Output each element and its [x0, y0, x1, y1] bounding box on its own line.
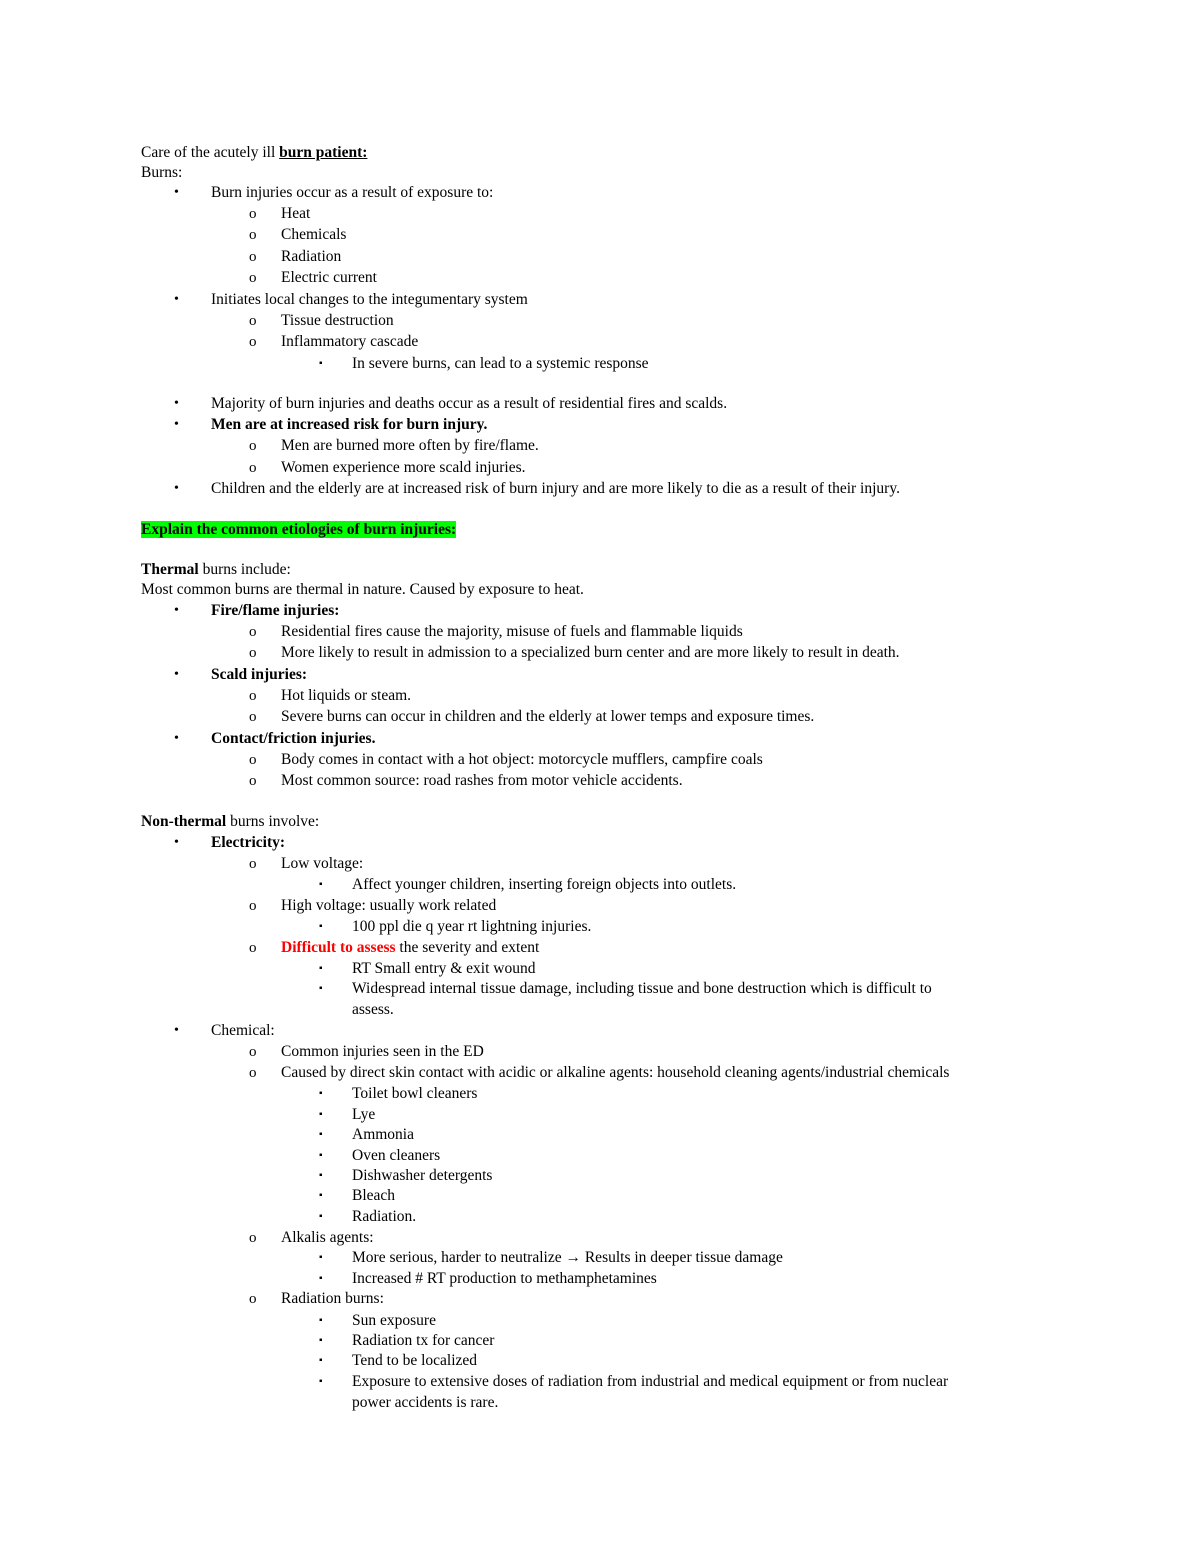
- sub-bullet-marker: o: [249, 1291, 257, 1307]
- list-item: Exposure to extensive doses of radiation from industrial and medical equipment or from nuclear: [352, 1373, 949, 1390]
- square-bullet-marker: ▪: [319, 921, 323, 932]
- highlighted-heading: [141, 520, 456, 540]
- sub-bullet-marker: o: [249, 1044, 257, 1060]
- list-item: 100 ppl die q year rt lightning injuries.: [352, 918, 592, 935]
- nonthermal-word: Non-thermal: [141, 813, 227, 830]
- square-bullet-marker: ▪: [319, 1109, 323, 1120]
- list-item: Inflammatory cascade: [281, 333, 419, 350]
- bullet-marker: •: [174, 667, 179, 682]
- sub-bullet-marker: o: [249, 688, 257, 704]
- list-item: Widespread internal tissue damage, including tissue and bone destruction which is difficult to: [352, 980, 932, 997]
- burns-label: Burns:: [141, 164, 183, 181]
- list-item: Tend to be localized: [352, 1352, 478, 1369]
- list-item-bold: Scald injuries:: [211, 666, 308, 683]
- sub-bullet-marker: o: [249, 249, 257, 265]
- sub-bullet-marker: o: [249, 313, 257, 329]
- bullet-marker: •: [174, 185, 179, 200]
- square-bullet-marker: ▪: [319, 1376, 323, 1387]
- square-bullet-marker: ▪: [319, 1355, 323, 1366]
- list-item: Burn injuries occur as a result of exposure to:: [211, 184, 494, 201]
- square-bullet-marker: ▪: [319, 358, 323, 369]
- square-bullet-marker: ▪: [319, 1335, 323, 1346]
- list-item: Caused by direct skin contact with acidic or alkaline agents: household cleaning agents/industrial chemicals: [281, 1064, 950, 1081]
- sub-bullet-marker: o: [249, 227, 257, 243]
- sub-bullet-marker: o: [249, 206, 257, 222]
- list-item: Most common source: road rashes from motor vehicle accidents.: [281, 772, 683, 789]
- list-item: Alkalis agents:: [281, 1229, 374, 1246]
- square-bullet-marker: ▪: [319, 1252, 323, 1263]
- sub-bullet-marker: o: [249, 270, 257, 286]
- nonthermal-rest: burns involve:: [226, 813, 320, 830]
- square-bullet-marker: ▪: [319, 1170, 323, 1181]
- sub-bullet-marker: o: [249, 940, 257, 956]
- list-item: Children and the elderly are at increased risk of burn injury and are more likely to die as a result of their injury.: [211, 480, 900, 497]
- square-bullet-marker: ▪: [319, 1211, 323, 1222]
- list-item-bold: Fire/flame injuries:: [211, 602, 340, 619]
- list-item: Low voltage:: [281, 855, 364, 872]
- bullet-marker: •: [174, 292, 179, 307]
- list-item: Chemicals: [281, 226, 347, 243]
- thermal-word: Thermal: [141, 561, 199, 578]
- list-item: Dishwasher detergents: [352, 1167, 493, 1184]
- sub-bullet-marker: o: [249, 438, 257, 454]
- bullet-marker: •: [174, 417, 179, 432]
- sub-bullet-marker: o: [249, 709, 257, 725]
- list-item-bold: Contact/friction injuries.: [211, 730, 376, 747]
- list-item: Radiation tx for cancer: [352, 1332, 495, 1349]
- square-bullet-marker: ▪: [319, 1129, 323, 1140]
- list-item: Oven cleaners: [352, 1147, 441, 1164]
- bullet-marker: •: [174, 396, 179, 411]
- list-item: Heat: [281, 205, 311, 222]
- title-emphasis: burn patient:: [279, 144, 368, 161]
- list-item: Common injuries seen in the ED: [281, 1043, 484, 1060]
- square-bullet-marker: ▪: [319, 1190, 323, 1201]
- sub-bullet-marker: o: [249, 1230, 257, 1246]
- list-item: Tissue destruction: [281, 312, 394, 329]
- sub-bullet-marker: o: [249, 460, 257, 476]
- bullet-marker: •: [174, 731, 179, 746]
- sub-bullet-marker: o: [249, 752, 257, 768]
- list-item: Lye: [352, 1106, 376, 1123]
- bullet-marker: •: [174, 603, 179, 618]
- list-item: Radiation burns:: [281, 1290, 384, 1307]
- square-bullet-marker: ▪: [319, 1088, 323, 1099]
- list-item: Radiation.: [352, 1208, 417, 1225]
- list-item: More likely to result in admission to a specialized burn center and are more likely to result in death.: [281, 644, 900, 661]
- list-item: More serious, harder to neutralize → Results in deeper tissue damage: [352, 1249, 783, 1266]
- title-plain-text: Care of the acutely ill: [141, 144, 280, 161]
- sub-bullet-marker: o: [249, 856, 257, 872]
- square-bullet-marker: ▪: [319, 1315, 323, 1326]
- list-item: [281, 938, 539, 958]
- list-item: Ammonia: [352, 1126, 414, 1143]
- list-item: Women experience more scald injuries.: [281, 459, 526, 476]
- list-item: Initiates local changes to the integumentary system: [211, 291, 528, 308]
- square-bullet-marker: ▪: [319, 983, 323, 994]
- list-item: Body comes in contact with a hot object: motorcycle mufflers, campfire coals: [281, 751, 763, 768]
- list-item: Increased # RT production to methamphetamines: [352, 1270, 657, 1287]
- thermal-intro: [141, 560, 291, 580]
- document-title: [141, 143, 367, 163]
- list-item-continuation: assess.: [352, 1001, 394, 1018]
- list-item: Electric current: [281, 269, 377, 286]
- bullet-marker: •: [174, 835, 179, 850]
- list-item: Sun exposure: [352, 1312, 436, 1329]
- square-bullet-marker: ▪: [319, 1273, 323, 1284]
- highlighted-heading-text: Explain the common etiologies of burn injuries:: [141, 521, 457, 538]
- list-item: High voltage: usually work related: [281, 897, 497, 914]
- thermal-description: Most common burns are thermal in nature. Caused by exposure to heat.: [141, 581, 584, 598]
- sub-bullet-marker: o: [249, 334, 257, 350]
- list-item: RT Small entry & exit wound: [352, 960, 536, 977]
- sub-bullet-marker: o: [249, 1065, 257, 1081]
- list-item-bold: Electricity:: [211, 834, 286, 851]
- list-item: Toilet bowl cleaners: [352, 1085, 478, 1102]
- square-bullet-marker: ▪: [319, 1150, 323, 1161]
- sub-bullet-marker: o: [249, 624, 257, 640]
- thermal-rest: burns include:: [198, 561, 291, 578]
- alert-rest: the severity and extent: [395, 939, 540, 956]
- nonthermal-intro: [141, 812, 319, 832]
- sub-bullet-marker: o: [249, 898, 257, 914]
- square-bullet-marker: ▪: [319, 879, 323, 890]
- square-bullet-marker: ▪: [319, 963, 323, 974]
- bullet-marker: •: [174, 481, 179, 496]
- list-item: Majority of burn injuries and deaths occur as a result of residential fires and scalds.: [211, 395, 728, 412]
- list-item: Residential fires cause the majority, misuse of fuels and flammable liquids: [281, 623, 743, 640]
- sub-bullet-marker: o: [249, 645, 257, 661]
- list-item: Affect younger children, inserting foreign objects into outlets.: [352, 876, 737, 893]
- alert-text: Difficult to assess: [281, 939, 396, 956]
- list-item: Radiation: [281, 248, 342, 265]
- list-item-bold: Men are at increased risk for burn injury.: [211, 416, 488, 433]
- list-item: Hot liquids or steam.: [281, 687, 412, 704]
- bullet-marker: •: [174, 1023, 179, 1038]
- list-item: Chemical:: [211, 1022, 275, 1039]
- sub-bullet-marker: o: [249, 773, 257, 789]
- list-item: Severe burns can occur in children and the elderly at lower temps and exposure times.: [281, 708, 815, 725]
- list-item: Men are burned more often by fire/flame.: [281, 437, 539, 454]
- list-item: Bleach: [352, 1187, 396, 1204]
- list-item-continuation: power accidents is rare.: [352, 1394, 499, 1411]
- list-item: In severe burns, can lead to a systemic response: [352, 355, 649, 372]
